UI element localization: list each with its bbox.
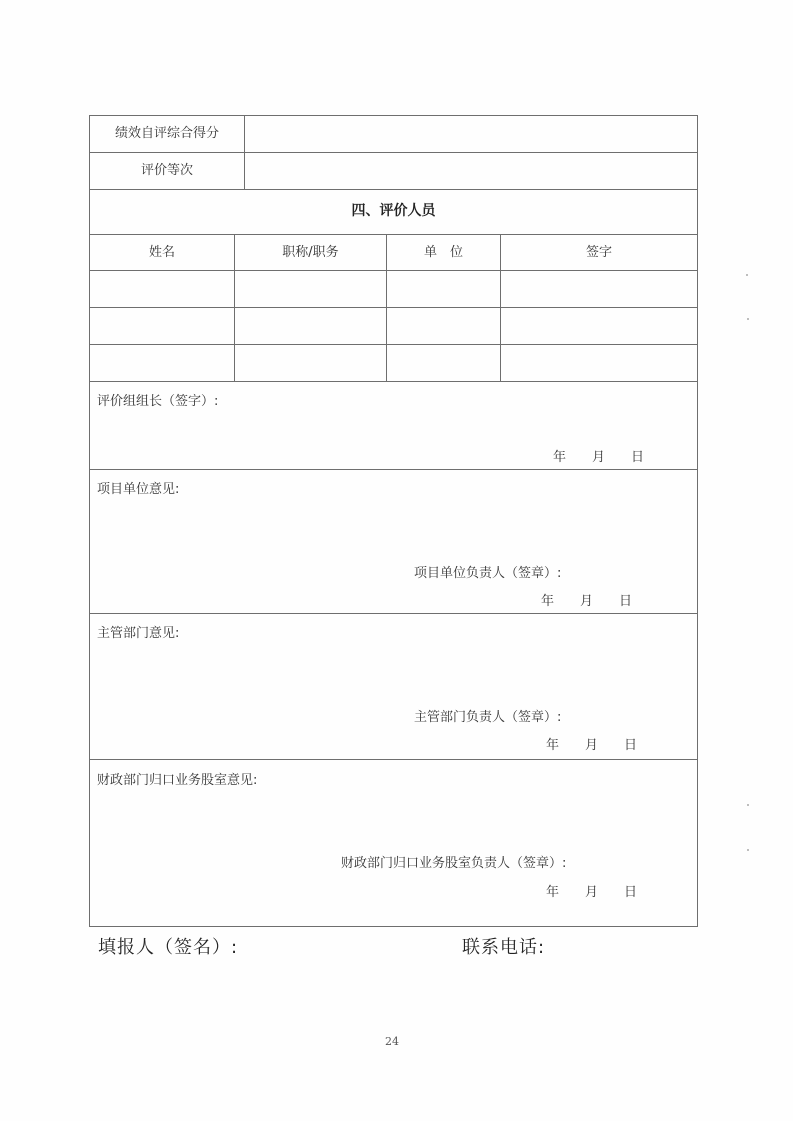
cell-unit[interactable] xyxy=(387,308,500,344)
project-unit-signer: 项目单位负责人（签章）: xyxy=(414,566,562,581)
scan-speck xyxy=(746,274,748,276)
table-row xyxy=(90,308,697,344)
table-border-left xyxy=(89,115,90,926)
finance-date: 年 月 日 xyxy=(546,885,638,900)
project-unit-label: 项目单位意见: xyxy=(97,482,180,497)
supervisor-date: 年 月 日 xyxy=(546,738,638,753)
finance-label: 财政部门归口业务股室意见: xyxy=(97,773,258,788)
cell-name[interactable] xyxy=(90,271,234,307)
table-border-right xyxy=(697,115,698,926)
scan-speck xyxy=(747,804,749,806)
cell-unit[interactable] xyxy=(387,271,500,307)
row-divider xyxy=(89,759,698,760)
row-divider xyxy=(89,234,698,235)
cell-title-position[interactable] xyxy=(235,345,386,381)
score-value-field[interactable] xyxy=(245,116,697,152)
team-leader-date: 年 月 日 xyxy=(553,450,645,465)
cell-name[interactable] xyxy=(90,308,234,344)
grade-label: 评价等次 xyxy=(140,163,193,178)
header-signature: 签字 xyxy=(585,245,612,260)
finance-signer: 财政部门归口业务股室负责人（签章）: xyxy=(341,856,567,871)
cell-signature[interactable] xyxy=(501,308,697,344)
scan-speck xyxy=(747,849,749,851)
header-title-position: 职称/职务 xyxy=(282,245,339,260)
cell-title-position[interactable] xyxy=(235,308,386,344)
cell-signature[interactable] xyxy=(501,345,697,381)
project-unit-date: 年 月 日 xyxy=(541,594,633,609)
supervisor-signer: 主管部门负责人（签章）: xyxy=(414,710,562,725)
table-border-bottom xyxy=(89,926,698,927)
row-divider xyxy=(89,189,698,190)
page-number: 24 xyxy=(385,1035,399,1048)
section-title: 四、评价人员 xyxy=(351,203,436,219)
phone-label: 联系电话: xyxy=(462,937,546,958)
cell-title-position[interactable] xyxy=(235,271,386,307)
scan-speck xyxy=(747,318,749,320)
table-row xyxy=(90,345,697,381)
row-divider xyxy=(89,613,698,614)
score-label: 绩效自评综合得分 xyxy=(114,126,219,141)
supervisor-label: 主管部门意见: xyxy=(97,626,180,641)
row-divider xyxy=(89,469,698,470)
table-row xyxy=(90,271,697,307)
header-unit: 单 位 xyxy=(423,245,463,260)
grade-value-field[interactable] xyxy=(245,153,697,189)
cell-name[interactable] xyxy=(90,345,234,381)
team-leader-label: 评价组组长（签字）: xyxy=(97,394,219,409)
cell-signature[interactable] xyxy=(501,271,697,307)
filler-label: 填报人（签名）: xyxy=(98,937,239,958)
cell-unit[interactable] xyxy=(387,345,500,381)
row-divider xyxy=(89,381,698,382)
header-name: 姓名 xyxy=(148,245,175,260)
